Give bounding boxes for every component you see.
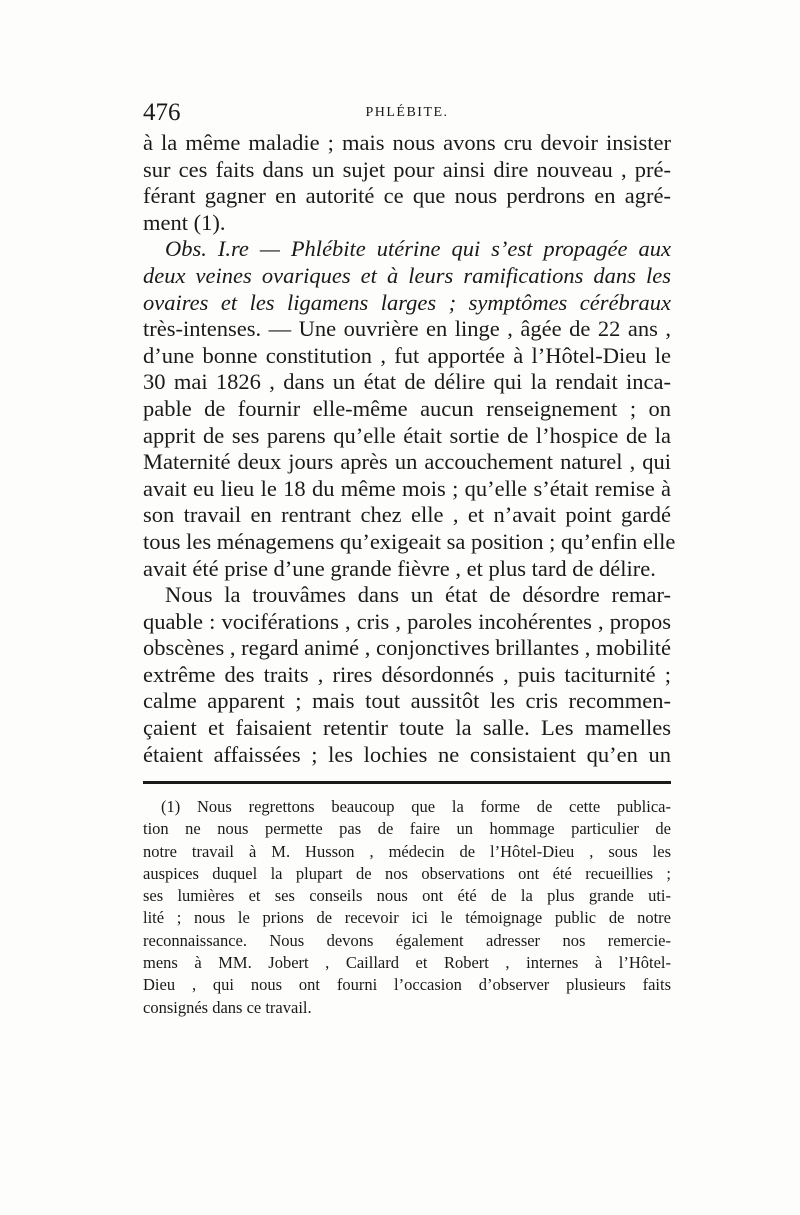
- text-line: sur ces faits dans un sujet pour ainsi dire nouveau , pré-: [143, 156, 671, 182]
- page-header: [143, 98, 671, 128]
- footnote-block: [143, 796, 671, 1019]
- footnote-line: Dieu , qui nous ont fourni l’occasion d’observer plusieurs faits: [143, 975, 671, 995]
- text-line: à la même maladie ; mais nous avons cru devoir insister: [143, 130, 671, 155]
- footnote-line: consignés dans ce travail.: [143, 997, 312, 1017]
- footnote-line: reconnaissance. Nous devons également adresser nos remercie-: [143, 930, 671, 950]
- text-line: très-intenses. — Une ouvrière en linge , âgée de 22 ans ,: [143, 316, 671, 342]
- text-line: avait eu lieu le 18 du même mois ; qu’elle s’était remise à: [143, 475, 671, 501]
- text-line: avait été prise d’une grande fièvre , et plus tard de délire.: [143, 555, 656, 581]
- text-line: Maternité deux jours après un accouchement naturel , qui: [143, 449, 671, 475]
- footnote-line: mens à MM. Jobert , Caillard et Robert , internes à l’Hôtel-: [143, 953, 671, 973]
- footnote-separator: [143, 781, 671, 784]
- footnote-line: ses lumières et ses conseils nous ont été de la plus grande uti-: [143, 886, 671, 906]
- main-text: [143, 130, 676, 768]
- text-line: çaient et faisaient retentir toute la salle. Les mamelles: [143, 715, 671, 741]
- text-line: apprit de ses parens qu’elle était sortie de l’hospice de la: [143, 422, 671, 448]
- footnote-line: notre travail à M. Husson , médecin de l’Hôtel-Dieu , sous les: [143, 841, 671, 861]
- text-line: 30 mai 1826 , dans un état de délire qui la rendait inca-: [143, 369, 671, 395]
- observation-title-line: ovaires et les ligamens larges ; symptômes cérébraux: [143, 289, 671, 315]
- page-number: 476: [143, 99, 181, 126]
- running-head: PHLÉBITE.: [365, 105, 449, 120]
- observation-title-line: deux veines ovariques et à leurs ramifications dans les: [143, 262, 671, 288]
- text-line: obscènes , regard animé , conjonctives brillantes , mobilité: [143, 635, 671, 661]
- footnote-line: (1) Nous regrettons beaucoup que la forme de cette publica-: [161, 797, 671, 816]
- footnote-line: auspices duquel la plupart de nos observations ont été recueillies ;: [143, 863, 671, 883]
- text-line: d’une bonne constitution , fut apportée à l’Hôtel-Dieu le: [143, 342, 671, 368]
- text-line: extrême des traits , rires désordonnés , puis taciturnité ;: [143, 661, 671, 687]
- observation-title-line: Obs. I.re — Phlébite utérine qui s’est propagée aux: [165, 236, 671, 262]
- text-line: calme apparent ; mais tout aussitôt les cris recommen-: [143, 688, 671, 714]
- text-line: tous les ménagemens qu’exigeait sa position ; qu’enfin elle: [143, 528, 676, 554]
- text-line: férant gagner en autorité ce que nous perdrons en agré-: [143, 183, 671, 209]
- text-line: étaient affaissées ; les lochies ne consistaient qu’en un: [143, 741, 671, 767]
- text-line: quable : vociférations , cris , paroles incohérentes , propos: [143, 608, 671, 634]
- footnote-line: lité ; nous le prions de recevoir ici le témoignage public de notre: [143, 908, 671, 928]
- text-line: Nous la trouvâmes dans un état de désordre remar-: [165, 582, 671, 608]
- text-line: pable de fournir elle-même aucun renseignement ; on: [143, 395, 671, 421]
- text-line: son travail en rentrant chez elle , et n’avait point gardé: [143, 502, 671, 528]
- footnote-line: tion ne nous permette pas de faire un hommage particulier de: [143, 819, 671, 839]
- text-line: ment (1).: [143, 209, 226, 235]
